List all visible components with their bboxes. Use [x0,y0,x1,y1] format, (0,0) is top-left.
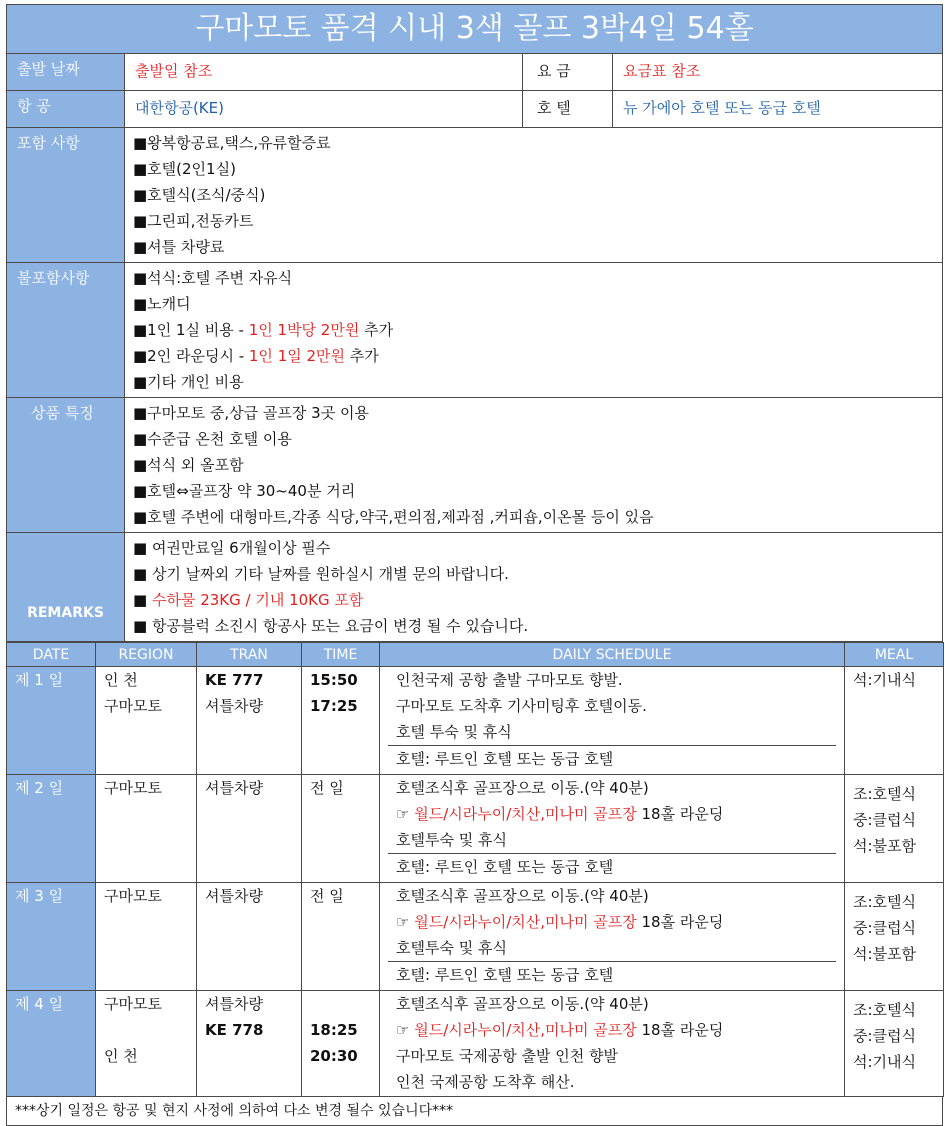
airline-value: 대한항공(KE) [124,91,522,127]
header-date: DATE [7,643,96,667]
departure-label: 출발 날짜 [7,54,124,90]
hotel-value: 뉴 가에아 호텔 또는 동급 호텔 [612,91,942,127]
schedule-cell: 인천국제 공항 출발 구마모토 향발. 구마모토 도착후 기사미팅후 호텔이동. 호텔 투숙 및 휴식 호텔: 루트인 호텔 또는 동급 호텔 [380,667,845,775]
tran-cell: 셔틀차량 [197,883,302,991]
features-label: 상품 특징 [7,398,124,532]
highlight-text: 1인 1박당 2만원 [248,321,360,339]
table-row [7,667,944,775]
included-section [6,128,943,263]
region-cell: 구마모토 [96,883,197,991]
header-meal: MEAL [845,643,944,667]
list-item: ■노캐디 [133,295,191,313]
list-item: ■호텔 주변에 대형마트,각종 식당,약국,편의점,제과점 ,커피숍,이온몰 등이 있음 [133,508,654,526]
table-row [7,883,944,991]
list-item: ■호텔식(조식/중식) [133,186,266,204]
highlight-text: 수하물 23KG / 기내 10KG 포함 [151,591,364,609]
list-item: ■호텔(2인1실) [133,160,236,178]
golf-course-names: 월드/시라누이/치산,미나미 골프장 [414,805,637,823]
departure-value: 출발일 참조 [124,54,522,90]
included-label: 포함 사항 [7,128,124,262]
table-row [7,991,944,1097]
tran-cell: 셔틀차량 KE 778 [197,991,302,1097]
meal-cell: 조:호텔식 중:클럽식 석:불포함 [845,775,944,883]
header-region: REGION [96,643,197,667]
golf-course-names: 월드/시라누이/치산,미나미 골프장 [414,1021,637,1039]
airline-label: 항 공 [7,91,124,127]
list-item: ■석식 외 올포함 [133,456,244,474]
highlight-text: 1인 1일 2만원 [248,347,346,365]
schedule-cell: 호텔조식후 골프장으로 이동.(약 40분) ☞ 월드/시라누이/치산,미나미 골프장 18홀 라운딩 호텔투숙 및 휴식 호텔: 루트인 호텔 또는 동급 호텔 [380,775,845,883]
included-list [124,128,942,262]
meal-cell: 조:호텔식 중:클럽식 석:불포함 [845,883,944,991]
meal-cell: 조:호텔식 중:클럽식 석:기내식 [845,991,944,1097]
hotel-note: 호텔: 루트인 호텔 또는 동급 호텔 [388,961,836,988]
time-cell: 18:25 20:30 [302,991,380,1097]
day-label: 제 2 일 [7,775,96,883]
tran-cell: KE 777 셔틀차량 [197,667,302,775]
list-item: ■ 여권만료일 6개월이상 필수 [133,539,331,557]
excluded-list [124,263,942,397]
header-daily-schedule: DAILY SCHEDULE [380,643,845,667]
features-list [124,398,942,532]
list-item: ■2인 라운딩시 - 1인 1일 2만원 추가 [133,347,379,365]
day-label: 제 1 일 [7,667,96,775]
page-title: 구마모토 품격 시내 3색 골프 3박4일 54홀 [6,4,943,54]
remarks-list [124,533,942,641]
fee-label: 요 금 [522,54,612,90]
schedule-cell: 호텔조식후 골프장으로 이동.(약 40분) ☞ 월드/시라누이/치산,미나미 골프장 18홀 라운딩 호텔투숙 및 휴식 호텔: 루트인 호텔 또는 동급 호텔 [380,883,845,991]
golf-course-names: 월드/시라누이/치산,미나미 골프장 [414,913,637,931]
list-item: ■기타 개인 비용 [133,373,244,391]
schedule-header-row [7,643,944,667]
hotel-note: 호텔: 루트인 호텔 또는 동급 호텔 [388,745,836,772]
day-label: 제 3 일 [7,883,96,991]
list-item: ■ 수하물 23KG / 기내 10KG 포함 [133,591,364,609]
meal-cell: 석:기내식 [845,667,944,775]
list-item: ■구마모토 중,상급 골프장 3곳 이용 [133,404,369,422]
excluded-section [6,263,943,398]
departure-row [6,54,943,91]
table-row [7,775,944,883]
features-section [6,398,943,533]
time-cell: 전 일 [302,883,380,991]
header-time: TIME [302,643,380,667]
footer-note: ***상기 일정은 항공 및 현지 사정에 의하여 다소 변경 될수 있습니다*** [6,1097,943,1126]
list-item: ■석식:호텔 주변 자유식 [133,269,293,287]
list-item: ■ 항공블럭 소진시 항공사 또는 요금이 변경 될 수 있습니다. [133,617,529,635]
region-cell: 인 천 구마모토 [96,667,197,775]
fee-value: 요금표 참조 [612,54,942,90]
region-cell: 구마모토 인 천 [96,991,197,1097]
header-tran: TRAN [197,643,302,667]
list-item: ■그린피,전동카트 [133,212,254,230]
time-cell: 전 일 [302,775,380,883]
list-item: ■ 상기 날짜외 기타 날짜를 원하실시 개별 문의 바랍니다. [133,565,509,583]
region-cell: 구마모토 [96,775,197,883]
hotel-note: 호텔: 루트인 호텔 또는 동급 호텔 [388,853,836,880]
time-cell: 15:50 17:25 [302,667,380,775]
tran-cell: 셔틀차량 [197,775,302,883]
list-item: ■셔틀 차량료 [133,238,225,256]
remarks-label: REMARKS [7,533,124,641]
list-item: ■수준급 온천 호텔 이용 [133,430,292,448]
itinerary-sheet [6,4,943,1126]
list-item: ■왕복항공료,택스,유류할증료 [133,134,331,152]
remarks-section [6,533,943,642]
schedule-cell: 호텔조식후 골프장으로 이동.(약 40분) ☞ 월드/시라누이/치산,미나미 골프장 18홀 라운딩 구마모토 국제공항 출발 인천 향발 인천 국제공항 도착후 해산. [380,991,845,1097]
list-item: ■호텔⇔골프장 약 30~40분 거리 [133,482,356,500]
list-item: ■1인 1실 비용 - 1인 1박당 2만원 추가 [133,321,394,339]
hotel-label: 호 텔 [522,91,612,127]
excluded-label: 불포함사항 [7,263,124,397]
schedule-table [6,642,944,1097]
airline-row [6,91,943,128]
day-label: 제 4 일 [7,991,96,1097]
